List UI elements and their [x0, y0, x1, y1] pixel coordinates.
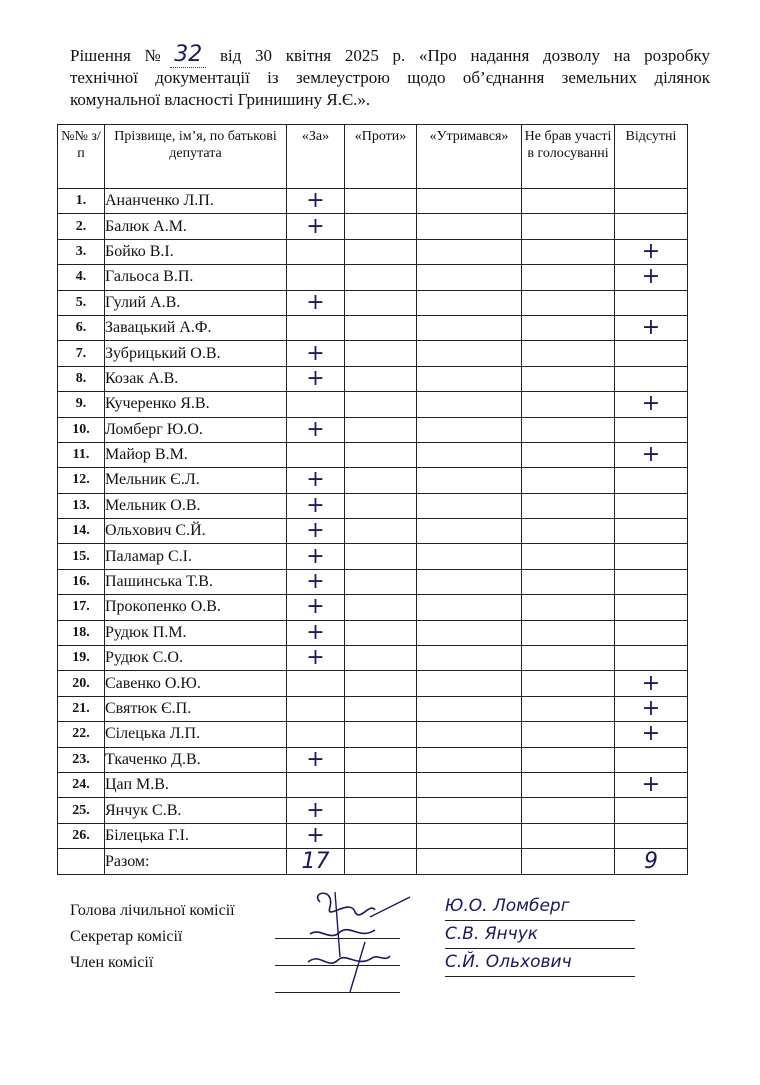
chair-name: Ю.О. Ломберг [445, 893, 635, 921]
row-name: Ананченко Л.П. [105, 189, 287, 214]
row-abstain [417, 722, 522, 747]
row-num: 24. [58, 772, 105, 797]
row-against [345, 366, 417, 391]
col-name-header: Прізвище, ім’я, по батькові депутата [105, 125, 287, 189]
row-for-mark [287, 442, 345, 467]
row-for-mark [287, 671, 345, 696]
table-row [58, 442, 688, 467]
row-num: 2. [58, 214, 105, 239]
row-absent-mark: + [615, 722, 688, 747]
row-absent-mark [615, 468, 688, 493]
row-not-voted [522, 442, 615, 467]
row-abstain [417, 544, 522, 569]
header-line-2: технічної документації із землеустрою щодо об’єднання земельних ділянок [70, 68, 710, 87]
table-body [58, 189, 688, 849]
row-num: 17. [58, 595, 105, 620]
row-absent-mark [615, 366, 688, 391]
row-name: Балюк А.М. [105, 214, 287, 239]
table-row [58, 468, 688, 493]
row-name: Ткаченко Д.В. [105, 747, 287, 772]
row-not-voted [522, 772, 615, 797]
row-name: Бойко В.І. [105, 239, 287, 264]
decision-date-title: від 30 квітня 2025 р. «Про надання дозволу на розробку [219, 46, 710, 65]
row-absent-mark [615, 519, 688, 544]
row-abstain [417, 772, 522, 797]
row-against [345, 493, 417, 518]
row-name: Мельник О.В. [105, 493, 287, 518]
row-name: Савенко О.Ю. [105, 671, 287, 696]
row-name: Кучеренко Я.В. [105, 392, 287, 417]
row-against [345, 417, 417, 442]
row-abstain [417, 265, 522, 290]
row-not-voted [522, 620, 615, 645]
row-name: Святюк Є.П. [105, 696, 287, 721]
row-for-mark: + [287, 366, 345, 391]
row-absent-mark [615, 798, 688, 823]
row-not-voted [522, 265, 615, 290]
row-absent-mark [615, 646, 688, 671]
row-not-voted [522, 290, 615, 315]
row-for-mark [287, 696, 345, 721]
row-not-voted [522, 569, 615, 594]
row-for-mark: + [287, 646, 345, 671]
row-not-voted [522, 468, 615, 493]
row-abstain [417, 671, 522, 696]
table-row [58, 772, 688, 797]
row-for-mark: + [287, 544, 345, 569]
table-row [58, 189, 688, 214]
total-num [58, 849, 105, 875]
row-abstain [417, 823, 522, 848]
row-name: Паламар С.І. [105, 544, 287, 569]
row-absent-mark [615, 417, 688, 442]
row-not-voted [522, 798, 615, 823]
row-num: 1. [58, 189, 105, 214]
secretary-name: С.В. Янчук [445, 921, 635, 949]
row-against [345, 696, 417, 721]
signature-labels [70, 898, 235, 976]
row-not-voted [522, 544, 615, 569]
row-abstain [417, 468, 522, 493]
row-absent-mark [615, 189, 688, 214]
row-name: Завацький А.Ф. [105, 315, 287, 340]
row-num: 20. [58, 671, 105, 696]
table-row [58, 341, 688, 366]
total-not-voted [522, 849, 615, 875]
row-num: 12. [58, 468, 105, 493]
table-row [58, 696, 688, 721]
table-row [58, 798, 688, 823]
row-not-voted [522, 366, 615, 391]
row-abstain [417, 341, 522, 366]
row-num: 10. [58, 417, 105, 442]
secretary-label: Секретар комісії [70, 928, 183, 945]
table-row [58, 646, 688, 671]
row-name: Сілецька Л.П. [105, 722, 287, 747]
row-absent-mark [615, 544, 688, 569]
row-num: 15. [58, 544, 105, 569]
row-not-voted [522, 214, 615, 239]
row-absent-mark: + [615, 671, 688, 696]
row-num: 8. [58, 366, 105, 391]
row-not-voted [522, 239, 615, 264]
handwritten-names [445, 893, 635, 977]
row-abstain [417, 315, 522, 340]
row-name: Пашинська Т.В. [105, 569, 287, 594]
row-abstain [417, 290, 522, 315]
row-for-mark: + [287, 341, 345, 366]
row-against [345, 265, 417, 290]
table-row [58, 747, 688, 772]
member-name: С.Й. Ольхович [445, 949, 635, 977]
table-row [58, 519, 688, 544]
row-absent-mark: + [615, 392, 688, 417]
handwritten-signatures [280, 882, 420, 997]
row-num: 18. [58, 620, 105, 645]
row-name: Цап М.В. [105, 772, 287, 797]
row-not-voted [522, 722, 615, 747]
total-abstain [417, 849, 522, 875]
row-not-voted [522, 747, 615, 772]
row-num: 26. [58, 823, 105, 848]
row-abstain [417, 189, 522, 214]
row-absent-mark: + [615, 442, 688, 467]
row-for-mark: + [287, 620, 345, 645]
row-absent-mark [615, 290, 688, 315]
row-absent-mark [615, 569, 688, 594]
header-line-3: комунальної власності Гринишину Я.Є.». [70, 90, 371, 109]
row-absent-mark [615, 747, 688, 772]
row-for-mark: + [287, 214, 345, 239]
row-abstain [417, 366, 522, 391]
total-absent: 9 [615, 849, 688, 875]
row-for-mark: + [287, 189, 345, 214]
row-absent-mark: + [615, 696, 688, 721]
row-abstain [417, 798, 522, 823]
row-against [345, 442, 417, 467]
row-against [345, 823, 417, 848]
row-for-mark: + [287, 468, 345, 493]
row-not-voted [522, 493, 615, 518]
table-row [58, 290, 688, 315]
row-name: Гальоса В.П. [105, 265, 287, 290]
row-not-voted [522, 519, 615, 544]
table-row [58, 315, 688, 340]
table-row [58, 417, 688, 442]
row-abstain [417, 747, 522, 772]
row-num: 21. [58, 696, 105, 721]
row-not-voted [522, 315, 615, 340]
total-against [345, 849, 417, 875]
row-not-voted [522, 189, 615, 214]
col-absent-header: Відсутні [615, 125, 688, 189]
decision-header [70, 44, 710, 111]
table-row [58, 544, 688, 569]
row-for-mark [287, 772, 345, 797]
member-label: Член комісії [70, 954, 154, 971]
row-against [345, 519, 417, 544]
row-num: 9. [58, 392, 105, 417]
row-absent-mark: + [615, 315, 688, 340]
row-against [345, 468, 417, 493]
row-for-mark: + [287, 493, 345, 518]
row-against [345, 747, 417, 772]
row-not-voted [522, 341, 615, 366]
row-for-mark [287, 722, 345, 747]
col-against-header: «Проти» [345, 125, 417, 189]
row-name: Зубрицький О.В. [105, 341, 287, 366]
table-row [58, 493, 688, 518]
row-abstain [417, 493, 522, 518]
chair-label: Голова лічильної комісії [70, 902, 235, 919]
row-name: Прокопенко О.В. [105, 595, 287, 620]
row-for-mark: + [287, 595, 345, 620]
row-num: 25. [58, 798, 105, 823]
total-row [58, 849, 688, 875]
row-num: 7. [58, 341, 105, 366]
row-abstain [417, 239, 522, 264]
row-name: Рудюк П.М. [105, 620, 287, 645]
row-not-voted [522, 392, 615, 417]
row-abstain [417, 214, 522, 239]
row-not-voted [522, 671, 615, 696]
row-for-mark [287, 315, 345, 340]
table-row [58, 671, 688, 696]
row-abstain [417, 417, 522, 442]
row-num: 5. [58, 290, 105, 315]
table-row [58, 214, 688, 239]
voting-table [57, 124, 688, 875]
row-absent-mark [615, 595, 688, 620]
row-for-mark: + [287, 290, 345, 315]
table-row [58, 595, 688, 620]
table-row [58, 722, 688, 747]
table-row [58, 239, 688, 264]
row-not-voted [522, 595, 615, 620]
row-num: 6. [58, 315, 105, 340]
table-header-row [58, 125, 688, 189]
row-absent-mark: + [615, 239, 688, 264]
row-for-mark [287, 265, 345, 290]
row-not-voted [522, 646, 615, 671]
row-name: Янчук С.В. [105, 798, 287, 823]
row-num: 22. [58, 722, 105, 747]
col-num-header: №№ з/п [58, 125, 105, 189]
row-against [345, 798, 417, 823]
row-not-voted [522, 417, 615, 442]
col-abstain-header: «Утримався» [417, 125, 522, 189]
col-not-voted-header: Не брав участі в голосуванні [522, 125, 615, 189]
row-num: 19. [58, 646, 105, 671]
row-against [345, 341, 417, 366]
row-abstain [417, 696, 522, 721]
table-row [58, 366, 688, 391]
row-for-mark: + [287, 747, 345, 772]
row-name: Ольхович С.Й. [105, 519, 287, 544]
row-against [345, 620, 417, 645]
row-abstain [417, 392, 522, 417]
row-name: Рудюк С.О. [105, 646, 287, 671]
row-abstain [417, 620, 522, 645]
table-row [58, 620, 688, 645]
row-against [345, 239, 417, 264]
row-against [345, 392, 417, 417]
row-num: 4. [58, 265, 105, 290]
row-against [345, 671, 417, 696]
row-num: 11. [58, 442, 105, 467]
row-absent-mark [615, 620, 688, 645]
row-absent-mark [615, 341, 688, 366]
row-against [345, 646, 417, 671]
row-for-mark [287, 392, 345, 417]
row-num: 13. [58, 493, 105, 518]
decision-number: 32 [170, 42, 206, 68]
row-absent-mark [615, 823, 688, 848]
row-num: 23. [58, 747, 105, 772]
row-for-mark: + [287, 417, 345, 442]
row-num: 16. [58, 569, 105, 594]
row-abstain [417, 595, 522, 620]
row-absent-mark [615, 214, 688, 239]
row-not-voted [522, 823, 615, 848]
row-against [345, 595, 417, 620]
total-for: 17 [287, 849, 345, 875]
row-abstain [417, 646, 522, 671]
row-against [345, 189, 417, 214]
row-absent-mark: + [615, 772, 688, 797]
row-name: Ломберг Ю.О. [105, 417, 287, 442]
table-row [58, 392, 688, 417]
row-for-mark: + [287, 519, 345, 544]
row-name: Гулий А.В. [105, 290, 287, 315]
row-name: Козак А.В. [105, 366, 287, 391]
total-label: Разом: [105, 849, 287, 875]
row-absent-mark [615, 493, 688, 518]
row-abstain [417, 519, 522, 544]
table-row [58, 569, 688, 594]
row-name: Мельник Є.Л. [105, 468, 287, 493]
row-against [345, 569, 417, 594]
row-abstain [417, 569, 522, 594]
row-absent-mark: + [615, 265, 688, 290]
row-not-voted [522, 696, 615, 721]
row-num: 3. [58, 239, 105, 264]
decision-label: Рішення № [70, 46, 171, 65]
table-row [58, 265, 688, 290]
header-line-1 [70, 44, 710, 67]
row-against [345, 544, 417, 569]
row-against [345, 290, 417, 315]
col-for-header: «За» [287, 125, 345, 189]
row-for-mark: + [287, 798, 345, 823]
row-abstain [417, 442, 522, 467]
row-for-mark [287, 239, 345, 264]
row-against [345, 722, 417, 747]
row-against [345, 772, 417, 797]
row-num: 14. [58, 519, 105, 544]
row-against [345, 214, 417, 239]
table-row [58, 823, 688, 848]
row-for-mark: + [287, 823, 345, 848]
row-name: Майор В.М. [105, 442, 287, 467]
row-against [345, 315, 417, 340]
row-name: Білецька Г.І. [105, 823, 287, 848]
row-for-mark: + [287, 569, 345, 594]
